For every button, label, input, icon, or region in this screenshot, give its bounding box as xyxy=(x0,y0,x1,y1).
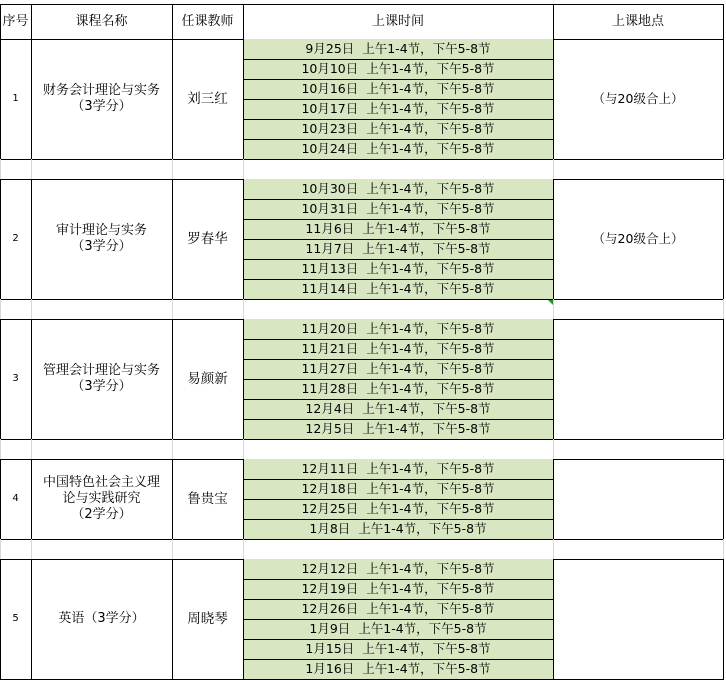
time-slot-cell[interactable]: 11月7日 上午1-4节，下午5-8节 xyxy=(243,239,553,259)
gridline xyxy=(243,439,244,459)
border xyxy=(0,459,1,539)
location-cell[interactable] xyxy=(553,459,723,539)
border xyxy=(243,419,553,420)
border xyxy=(0,4,1,39)
time-slot-cell[interactable]: 10月17日 上午1-4节，下午5-8节 xyxy=(243,99,553,119)
border xyxy=(243,239,553,240)
gridline xyxy=(723,439,724,459)
teacher-cell[interactable]: 鲁贵宝 xyxy=(187,491,228,507)
gridline xyxy=(553,539,554,559)
gridline xyxy=(723,539,724,559)
border xyxy=(172,4,173,39)
border xyxy=(172,179,173,299)
border xyxy=(553,179,554,299)
header-teacher[interactable]: 任课教师 xyxy=(181,13,234,29)
border xyxy=(243,79,553,80)
border xyxy=(243,499,553,500)
course-name-cell[interactable]: 英语（3学分） xyxy=(58,611,145,626)
location-cell[interactable] xyxy=(553,559,723,679)
border xyxy=(553,459,554,539)
time-slot-cell[interactable]: 11月28日 上午1-4节，下午5-8节 xyxy=(243,379,553,399)
border xyxy=(243,339,553,340)
gridline xyxy=(172,299,173,319)
time-slot-cell[interactable]: 11月21日 上午1-4节，下午5-8节 xyxy=(243,339,553,359)
time-slot-cell[interactable]: 11月6日 上午1-4节，下午5-8节 xyxy=(243,219,553,239)
time-slot-cell[interactable]: 12月5日 上午1-4节，下午5-8节 xyxy=(243,419,553,439)
border xyxy=(243,599,553,600)
gridline xyxy=(31,439,32,459)
border xyxy=(243,479,553,480)
border xyxy=(243,359,553,360)
time-slot-cell[interactable]: 10月30日 上午1-4节，下午5-8节 xyxy=(243,179,553,199)
gridline xyxy=(172,539,173,559)
border xyxy=(0,39,1,159)
gridline xyxy=(553,159,554,179)
time-slot-cell[interactable]: 12月19日 上午1-4节，下午5-8节 xyxy=(243,579,553,599)
border xyxy=(243,639,553,640)
time-slot-cell[interactable]: 11月27日 上午1-4节，下午5-8节 xyxy=(243,359,553,379)
teacher-cell[interactable]: 易颜新 xyxy=(187,371,228,387)
gridline xyxy=(31,539,32,559)
border xyxy=(31,4,32,39)
border xyxy=(0,539,724,540)
border xyxy=(243,379,553,380)
border xyxy=(243,659,553,660)
header-index[interactable]: 序号 xyxy=(2,13,29,29)
border xyxy=(243,259,553,260)
border xyxy=(553,39,554,159)
border xyxy=(243,199,553,200)
gridline xyxy=(31,299,32,319)
header-location[interactable]: 上课地点 xyxy=(611,13,664,29)
border xyxy=(31,319,32,439)
border xyxy=(31,459,32,539)
border xyxy=(0,4,724,5)
border xyxy=(723,179,724,299)
cell-comment-marker xyxy=(548,300,553,305)
border xyxy=(723,4,724,39)
teacher-cell[interactable]: 罗春华 xyxy=(187,231,228,247)
location-cell[interactable]: （与20级合上） xyxy=(592,231,684,246)
border xyxy=(723,459,724,539)
border xyxy=(243,4,244,39)
header-course-name[interactable]: 课程名称 xyxy=(75,13,128,29)
time-slot-cell[interactable]: 11月14日 上午1-4节，下午5-8节 xyxy=(243,279,553,299)
border xyxy=(243,519,553,520)
gridline xyxy=(0,299,1,319)
time-slot-cell[interactable]: 10月16日 上午1-4节，下午5-8节 xyxy=(243,79,553,99)
time-slot-cell[interactable]: 10月23日 上午1-4节，下午5-8节 xyxy=(243,119,553,139)
border xyxy=(243,279,553,280)
border xyxy=(0,159,724,160)
gridline xyxy=(0,159,1,179)
row-index-cell[interactable]: 4 xyxy=(12,493,19,504)
border xyxy=(243,399,553,400)
border xyxy=(243,219,553,220)
time-slot-cell[interactable]: 12月18日 上午1-4节，下午5-8节 xyxy=(243,479,553,499)
teacher-cell[interactable]: 周晓琴 xyxy=(187,611,228,627)
course-name-cell[interactable]: 管理会计理论与实务 （3学分） xyxy=(42,363,160,394)
gridline xyxy=(31,159,32,179)
time-slot-cell[interactable]: 12月25日 上午1-4节，下午5-8节 xyxy=(243,499,553,519)
border xyxy=(553,319,554,439)
time-slot-cell[interactable]: 10月10日 上午1-4节，下午5-8节 xyxy=(243,59,553,79)
border xyxy=(0,179,1,299)
time-slot-cell[interactable]: 1月8日 上午1-4节，下午5-8节 xyxy=(243,519,553,539)
border xyxy=(243,139,553,140)
border xyxy=(172,559,173,679)
time-slot-cell[interactable]: 12月12日 上午1-4节，下午5-8节 xyxy=(243,559,553,579)
gridline xyxy=(0,439,1,459)
location-cell[interactable] xyxy=(553,319,723,439)
time-slot-cell[interactable]: 9月25日 上午1-4节，下午5-8节 xyxy=(243,39,553,59)
border xyxy=(31,179,32,299)
course-name-cell[interactable]: 审计理论与实务 （3学分） xyxy=(55,223,147,254)
border xyxy=(723,559,724,679)
time-slot-cell[interactable]: 1月9日 上午1-4节，下午5-8节 xyxy=(243,619,553,639)
time-slot-cell[interactable]: 11月20日 上午1-4节，下午5-8节 xyxy=(243,319,553,339)
gridline xyxy=(0,539,1,559)
border xyxy=(243,579,553,580)
border xyxy=(31,559,32,679)
border xyxy=(243,619,553,620)
time-slot-cell[interactable]: 10月24日 上午1-4节，下午5-8节 xyxy=(243,139,553,159)
border xyxy=(172,459,173,539)
gridline xyxy=(243,159,244,179)
border xyxy=(172,39,173,159)
row-index-cell[interactable]: 2 xyxy=(12,233,19,244)
border xyxy=(243,59,553,60)
gridline xyxy=(553,439,554,459)
time-slot-cell[interactable]: 1月16日 上午1-4节，下午5-8节 xyxy=(243,659,553,679)
time-slot-cell[interactable]: 12月26日 上午1-4节，下午5-8节 xyxy=(243,599,553,619)
border xyxy=(31,39,32,159)
border xyxy=(172,319,173,439)
border xyxy=(243,119,553,120)
row-index-cell[interactable]: 5 xyxy=(12,613,19,624)
gridline xyxy=(243,299,244,319)
border xyxy=(0,439,724,440)
gridline xyxy=(553,299,554,319)
time-slot-cell[interactable]: 10月31日 上午1-4节，下午5-8节 xyxy=(243,199,553,219)
time-slot-cell[interactable]: 12月11日 上午1-4节，下午5-8节 xyxy=(243,459,553,479)
border xyxy=(0,299,724,300)
course-name-cell[interactable]: 中国特色社会主义理 论与实践研究 （2学分） xyxy=(42,475,160,522)
header-time[interactable]: 上课时间 xyxy=(371,13,424,29)
border xyxy=(723,319,724,439)
border xyxy=(0,559,1,679)
border xyxy=(723,39,724,159)
gridline xyxy=(172,439,173,459)
border xyxy=(553,4,554,39)
border xyxy=(0,319,1,439)
location-cell[interactable]: （与20级合上） xyxy=(592,91,684,106)
row-index-cell[interactable]: 3 xyxy=(12,373,19,384)
gridline xyxy=(172,159,173,179)
gridline xyxy=(243,539,244,559)
border xyxy=(243,99,553,100)
course-name-cell[interactable]: 财务会计理论与实务 （3学分） xyxy=(42,83,160,114)
border xyxy=(553,559,554,679)
gridline xyxy=(723,159,724,179)
teacher-cell[interactable]: 刘三红 xyxy=(187,91,228,107)
gridline xyxy=(723,299,724,319)
time-slot-cell[interactable]: 1月15日 上午1-4节，下午5-8节 xyxy=(243,639,553,659)
row-index-cell[interactable]: 1 xyxy=(12,93,19,104)
time-slot-cell[interactable]: 12月4日 上午1-4节，下午5-8节 xyxy=(243,399,553,419)
time-slot-cell[interactable]: 11月13日 上午1-4节，下午5-8节 xyxy=(243,259,553,279)
